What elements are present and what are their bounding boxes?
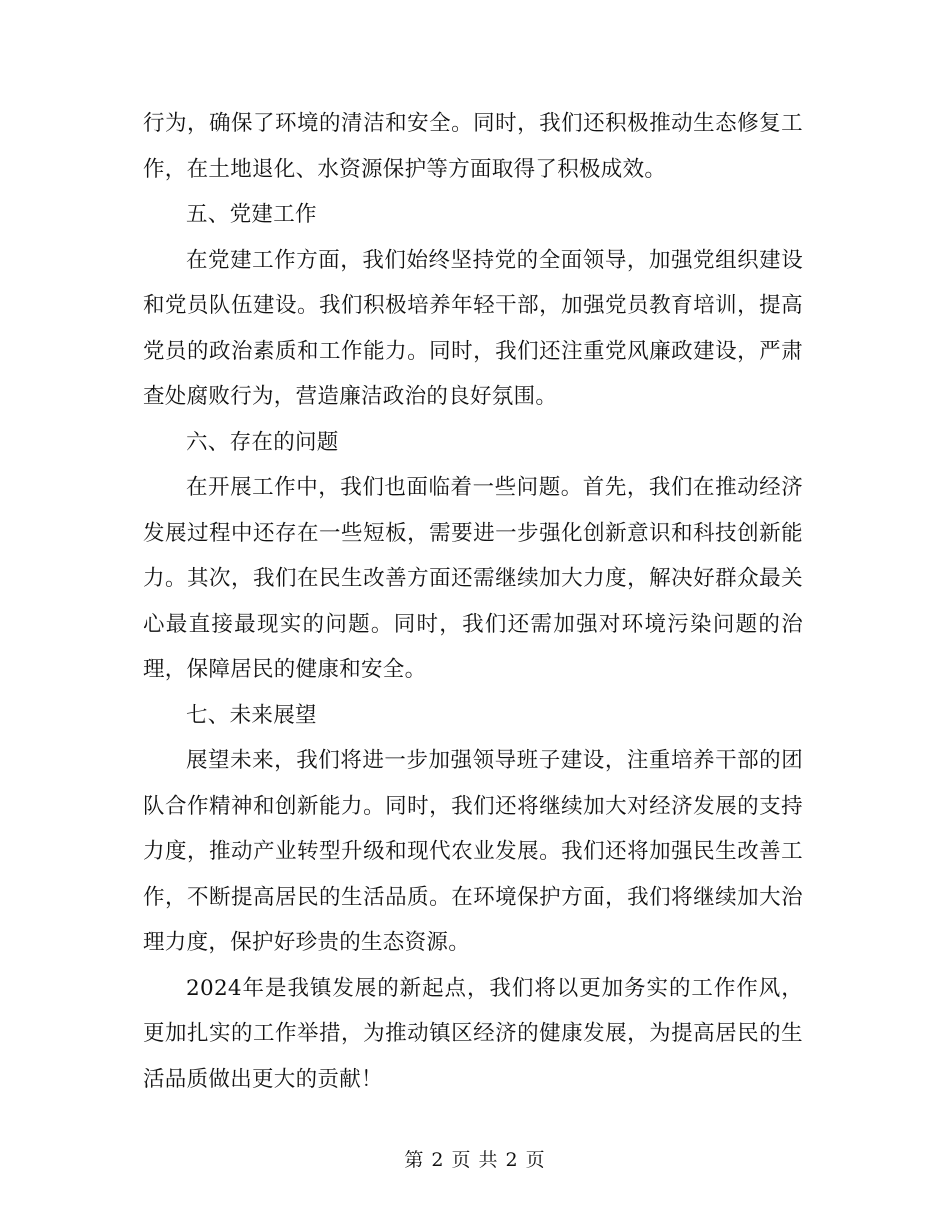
section-heading-outlook: 七、未来展望 [186, 702, 317, 728]
paragraph-party-building: 在党建工作方面，我们始终坚持党的全面领导，加强党组织建设和党员队伍建设。我们积极培养年轻干部，加强党员教育培训，提高党员的政治素质和工作能力。同时，我们还注重党风廉政建设，严肃查处腐败行为，营造廉洁政治的良好氛围。 [143, 247, 803, 409]
section-heading-problems: 六、存在的问题 [186, 429, 339, 455]
document-body [143, 101, 803, 1102]
paragraph-closing: 2024年是我镇发展的新起点，我们将以更加务实的工作作风，更加扎实的工作举措，为推动镇区经济的健康发展，为提高居民的生活品质做出更大的贡献！ [143, 975, 803, 1092]
paragraph-continuation: 行为，确保了环境的清洁和安全。同时，我们还积极推动生态修复工作，在土地退化、水资源保护等方面取得了积极成效。 [143, 111, 803, 182]
paragraph-outlook: 展望未来，我们将进一步加强领导班子建设，注重培养干部的团队合作精神和创新能力。同时，我们还将继续加大对经济发展的支持力度，推动产业转型升级和现代农业发展。我们还将加强民生改善工作，不断提高居民的生活品质。在环境保护方面，我们将继续加大治理力度，保护好珍贵的生态资源。 [143, 748, 803, 955]
paragraph-problems: 在开展工作中，我们也面临着一些问题。首先，我们在推动经济发展过程中还存在一些短板，需要进一步强化创新意识和科技创新能力。其次，我们在民生改善方面还需继续加大力度，解决好群众最关心最直接最现实的问题。同时，我们还需加强对环境污染问题的治理，保障居民的健康和安全。 [143, 475, 803, 682]
section-heading-party-building: 五、党建工作 [186, 202, 317, 227]
page-number-footer: 第 2 页 共 2 页 [404, 1149, 546, 1171]
